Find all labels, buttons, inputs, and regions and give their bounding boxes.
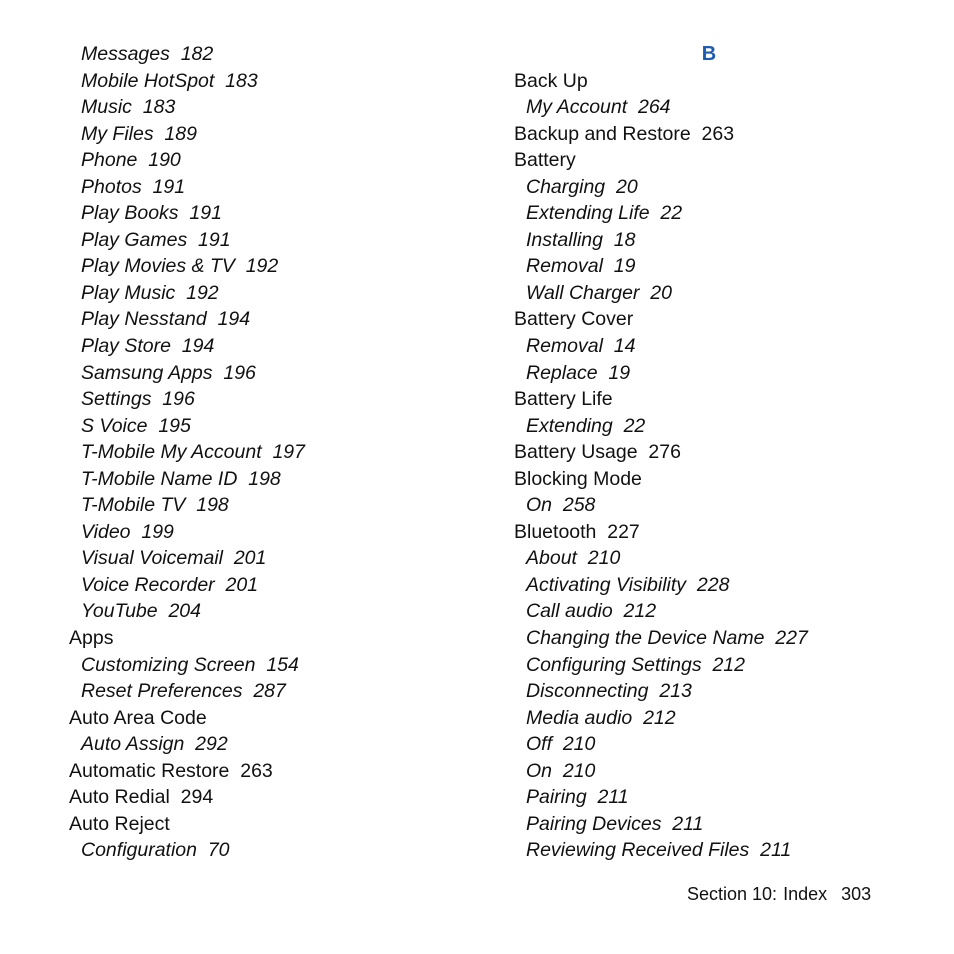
index-entry: Battery Cover bbox=[514, 308, 634, 331]
index-subentry: T-Mobile My Account 197 bbox=[81, 441, 305, 464]
index-subentry: Pairing Devices 211 bbox=[526, 812, 704, 835]
index-subentry: Call audio 212 bbox=[526, 600, 657, 623]
index-subentry: Off 210 bbox=[526, 733, 596, 756]
index-entry: Apps bbox=[69, 627, 114, 650]
index-subentry: Reviewing Received Files 211 bbox=[526, 839, 792, 862]
index-entry: Auto Redial 294 bbox=[69, 786, 214, 809]
index-subentry: Play Games 191 bbox=[81, 228, 231, 251]
footer-section-label: Section 10: bbox=[687, 884, 778, 904]
index-entry: Backup and Restore 263 bbox=[514, 122, 735, 145]
index-subentry: Removal 19 bbox=[526, 255, 636, 278]
index-subentry: On 258 bbox=[526, 494, 596, 517]
index-subentry: Mobile HotSpot 183 bbox=[81, 69, 258, 92]
index-subentry: Changing the Device Name 227 bbox=[526, 627, 808, 650]
index-subentry: Play Store 194 bbox=[81, 335, 215, 358]
index-subentry: Visual Voicemail 201 bbox=[81, 547, 267, 570]
index-subentry: Play Nesstand 194 bbox=[81, 308, 251, 331]
index-subentry: Music 183 bbox=[81, 96, 176, 119]
index-column-right bbox=[514, 41, 934, 864]
index-subentry: Media audio 212 bbox=[526, 706, 676, 729]
index-entry: Automatic Restore 263 bbox=[69, 759, 273, 782]
index-subentry: Customizing Screen 154 bbox=[81, 653, 299, 676]
index-subentry: Play Music 192 bbox=[81, 281, 219, 304]
index-subentry: Photos 191 bbox=[81, 175, 186, 198]
index-subentry: T-Mobile Name ID 198 bbox=[81, 467, 281, 490]
index-subentry: My Files 189 bbox=[81, 122, 197, 145]
index-entry: Auto Reject bbox=[69, 812, 170, 835]
index-subentry: Settings 196 bbox=[81, 388, 195, 411]
index-subentry: Play Movies & TV 192 bbox=[81, 255, 279, 278]
footer-title: Index bbox=[783, 884, 828, 904]
section-letter-heading: B bbox=[701, 43, 717, 65]
index-subentry: Video 199 bbox=[81, 520, 174, 543]
index-subentry: Activating Visibility 228 bbox=[526, 573, 730, 596]
index-subentry: Play Books 191 bbox=[81, 202, 222, 225]
index-entry: Battery bbox=[514, 149, 576, 172]
index-entry: Battery Usage 276 bbox=[514, 441, 681, 464]
index-subentry: Removal 14 bbox=[526, 335, 636, 358]
index-subentry: Configuring Settings 212 bbox=[526, 653, 745, 676]
index-column-left bbox=[69, 41, 469, 864]
index-subentry: YouTube 204 bbox=[81, 600, 201, 623]
index-subentry: Samsung Apps 196 bbox=[81, 361, 256, 384]
index-entry: Back Up bbox=[514, 69, 588, 92]
index-subentry: My Account 264 bbox=[526, 96, 671, 119]
index-subentry: About 210 bbox=[526, 547, 621, 570]
index-subentry: S Voice 195 bbox=[81, 414, 191, 437]
index-subentry: Voice Recorder 201 bbox=[81, 573, 259, 596]
index-subentry: Reset Preferences 287 bbox=[81, 680, 286, 703]
index-subentry: Wall Charger 20 bbox=[526, 281, 672, 304]
index-subentry: Phone 190 bbox=[81, 149, 181, 172]
index-subentry: On 210 bbox=[526, 759, 596, 782]
index-subentry: Disconnecting 213 bbox=[526, 680, 692, 703]
index-entry: Battery Life bbox=[514, 388, 613, 411]
index-entry: Bluetooth 227 bbox=[514, 520, 640, 543]
index-subentry: Configuration 70 bbox=[81, 839, 230, 862]
index-entry: Auto Area Code bbox=[69, 706, 207, 729]
page-footer bbox=[687, 882, 871, 906]
index-subentry: T-Mobile TV 198 bbox=[81, 494, 229, 517]
index-subentry: Messages 182 bbox=[81, 43, 214, 65]
page-number: 303 bbox=[841, 884, 872, 904]
index-subentry: Extending 22 bbox=[526, 414, 646, 437]
index-subentry: Charging 20 bbox=[526, 175, 638, 198]
index-subentry: Extending Life 22 bbox=[526, 202, 683, 225]
index-subentry: Replace 19 bbox=[526, 361, 631, 384]
index-subentry: Auto Assign 292 bbox=[81, 733, 228, 756]
index-subentry: Pairing 211 bbox=[526, 786, 629, 809]
index-entry: Blocking Mode bbox=[514, 467, 642, 490]
index-subentry: Installing 18 bbox=[526, 228, 636, 251]
